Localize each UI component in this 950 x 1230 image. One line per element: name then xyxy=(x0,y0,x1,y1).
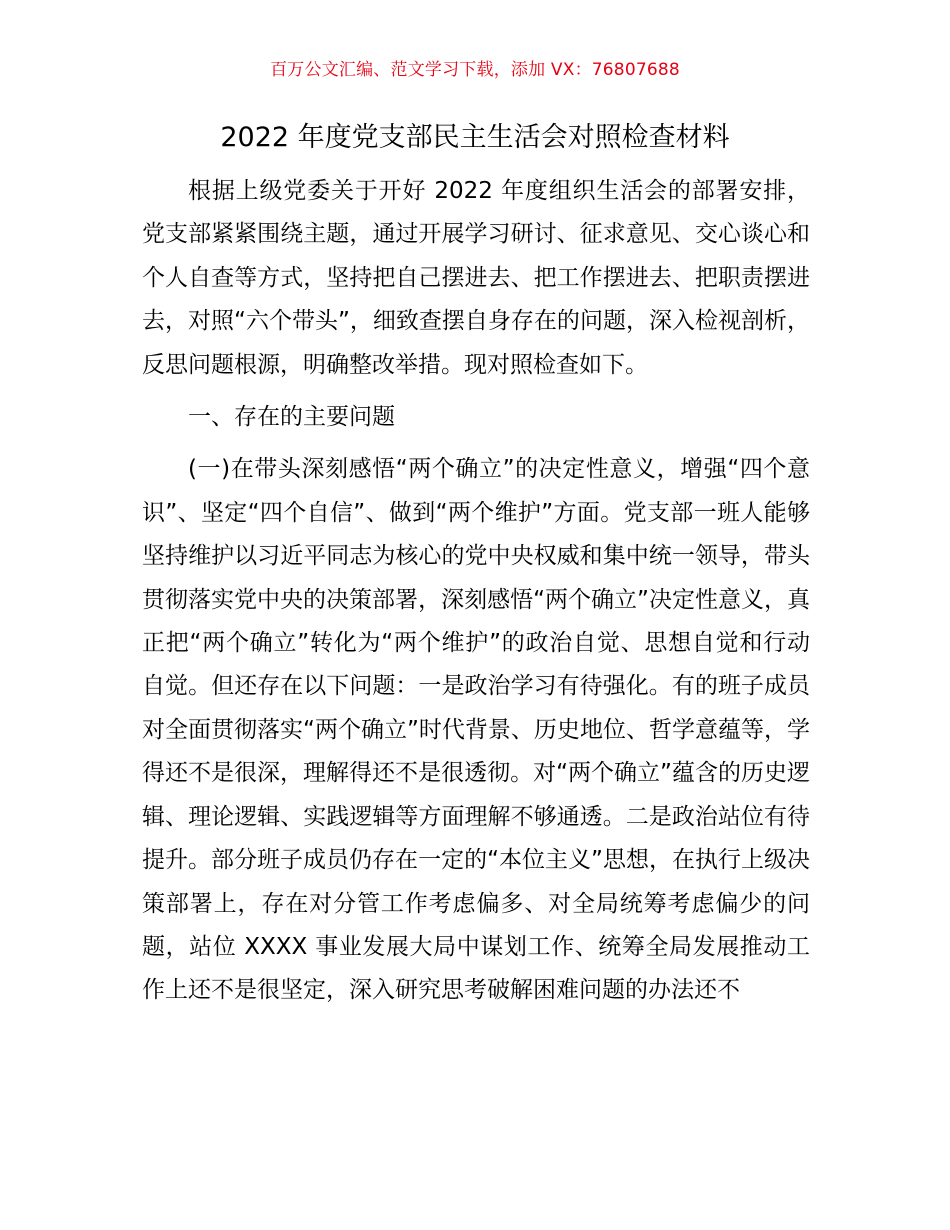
document-body xyxy=(142,170,810,1013)
section-one-paragraph: (一)在带头深刻感悟“两个确立”的决定性意义，增强“四个意识”、坚定“四个自信”、做到“两个维护”方面。党支部一班人能够坚持维护以习近平同志为核心的党中央权威和集中统一领导，带头贯彻落实党中央的决策部署，深刻感悟“两个确立”决定性意义，真正把“两个确立”转化为“两个维护”的政治自觉、思想自觉和行动自觉。但还存在以下问题：一是政治学习有待强化。有的班子成员对全面贯彻落实“两个确立”时代背景、历史地位、哲学意蕴等，学得还不是很深，理解得还不是很透彻。对“两个确立”蕴含的历史逻辑、理论逻辑、实践逻辑等方面理解不够通透。二是政治站位有待提升。部分班子成员仍存在一定的“本位主义”思想，在执行上级决策部署上，存在对分管工作考虑偏多、对全局统筹考虑偏少的问题，站位 XXXX 事业发展大局中谋划工作、统筹全局发展推动工作上还不是很坚定，深入研究思考破解困难问题的办法还不 xyxy=(142,456,810,1004)
document-title: 2022 年度党支部民主生活会对照检查材料 xyxy=(220,122,730,153)
intro-paragraph: 根据上级党委关于开好 2022 年度组织生活会的部署安排，党支部紧紧围绕主题，通过开展学习研讨、征求意见、交心谈心和个人自查等方式，坚持把自己摆进去、把工作摆进去、把职责摆进去，对照“六个带头”，细致查摆自身存在的问题，深入检视剖析，反思问题根源，明确整改举措。现对照检查如下。 xyxy=(142,178,810,378)
promo-header: 百万公文汇编、范文学习下载，添加 VX：76807688 xyxy=(270,60,680,80)
section-one-heading: 一、存在的主要问题 xyxy=(188,404,395,431)
